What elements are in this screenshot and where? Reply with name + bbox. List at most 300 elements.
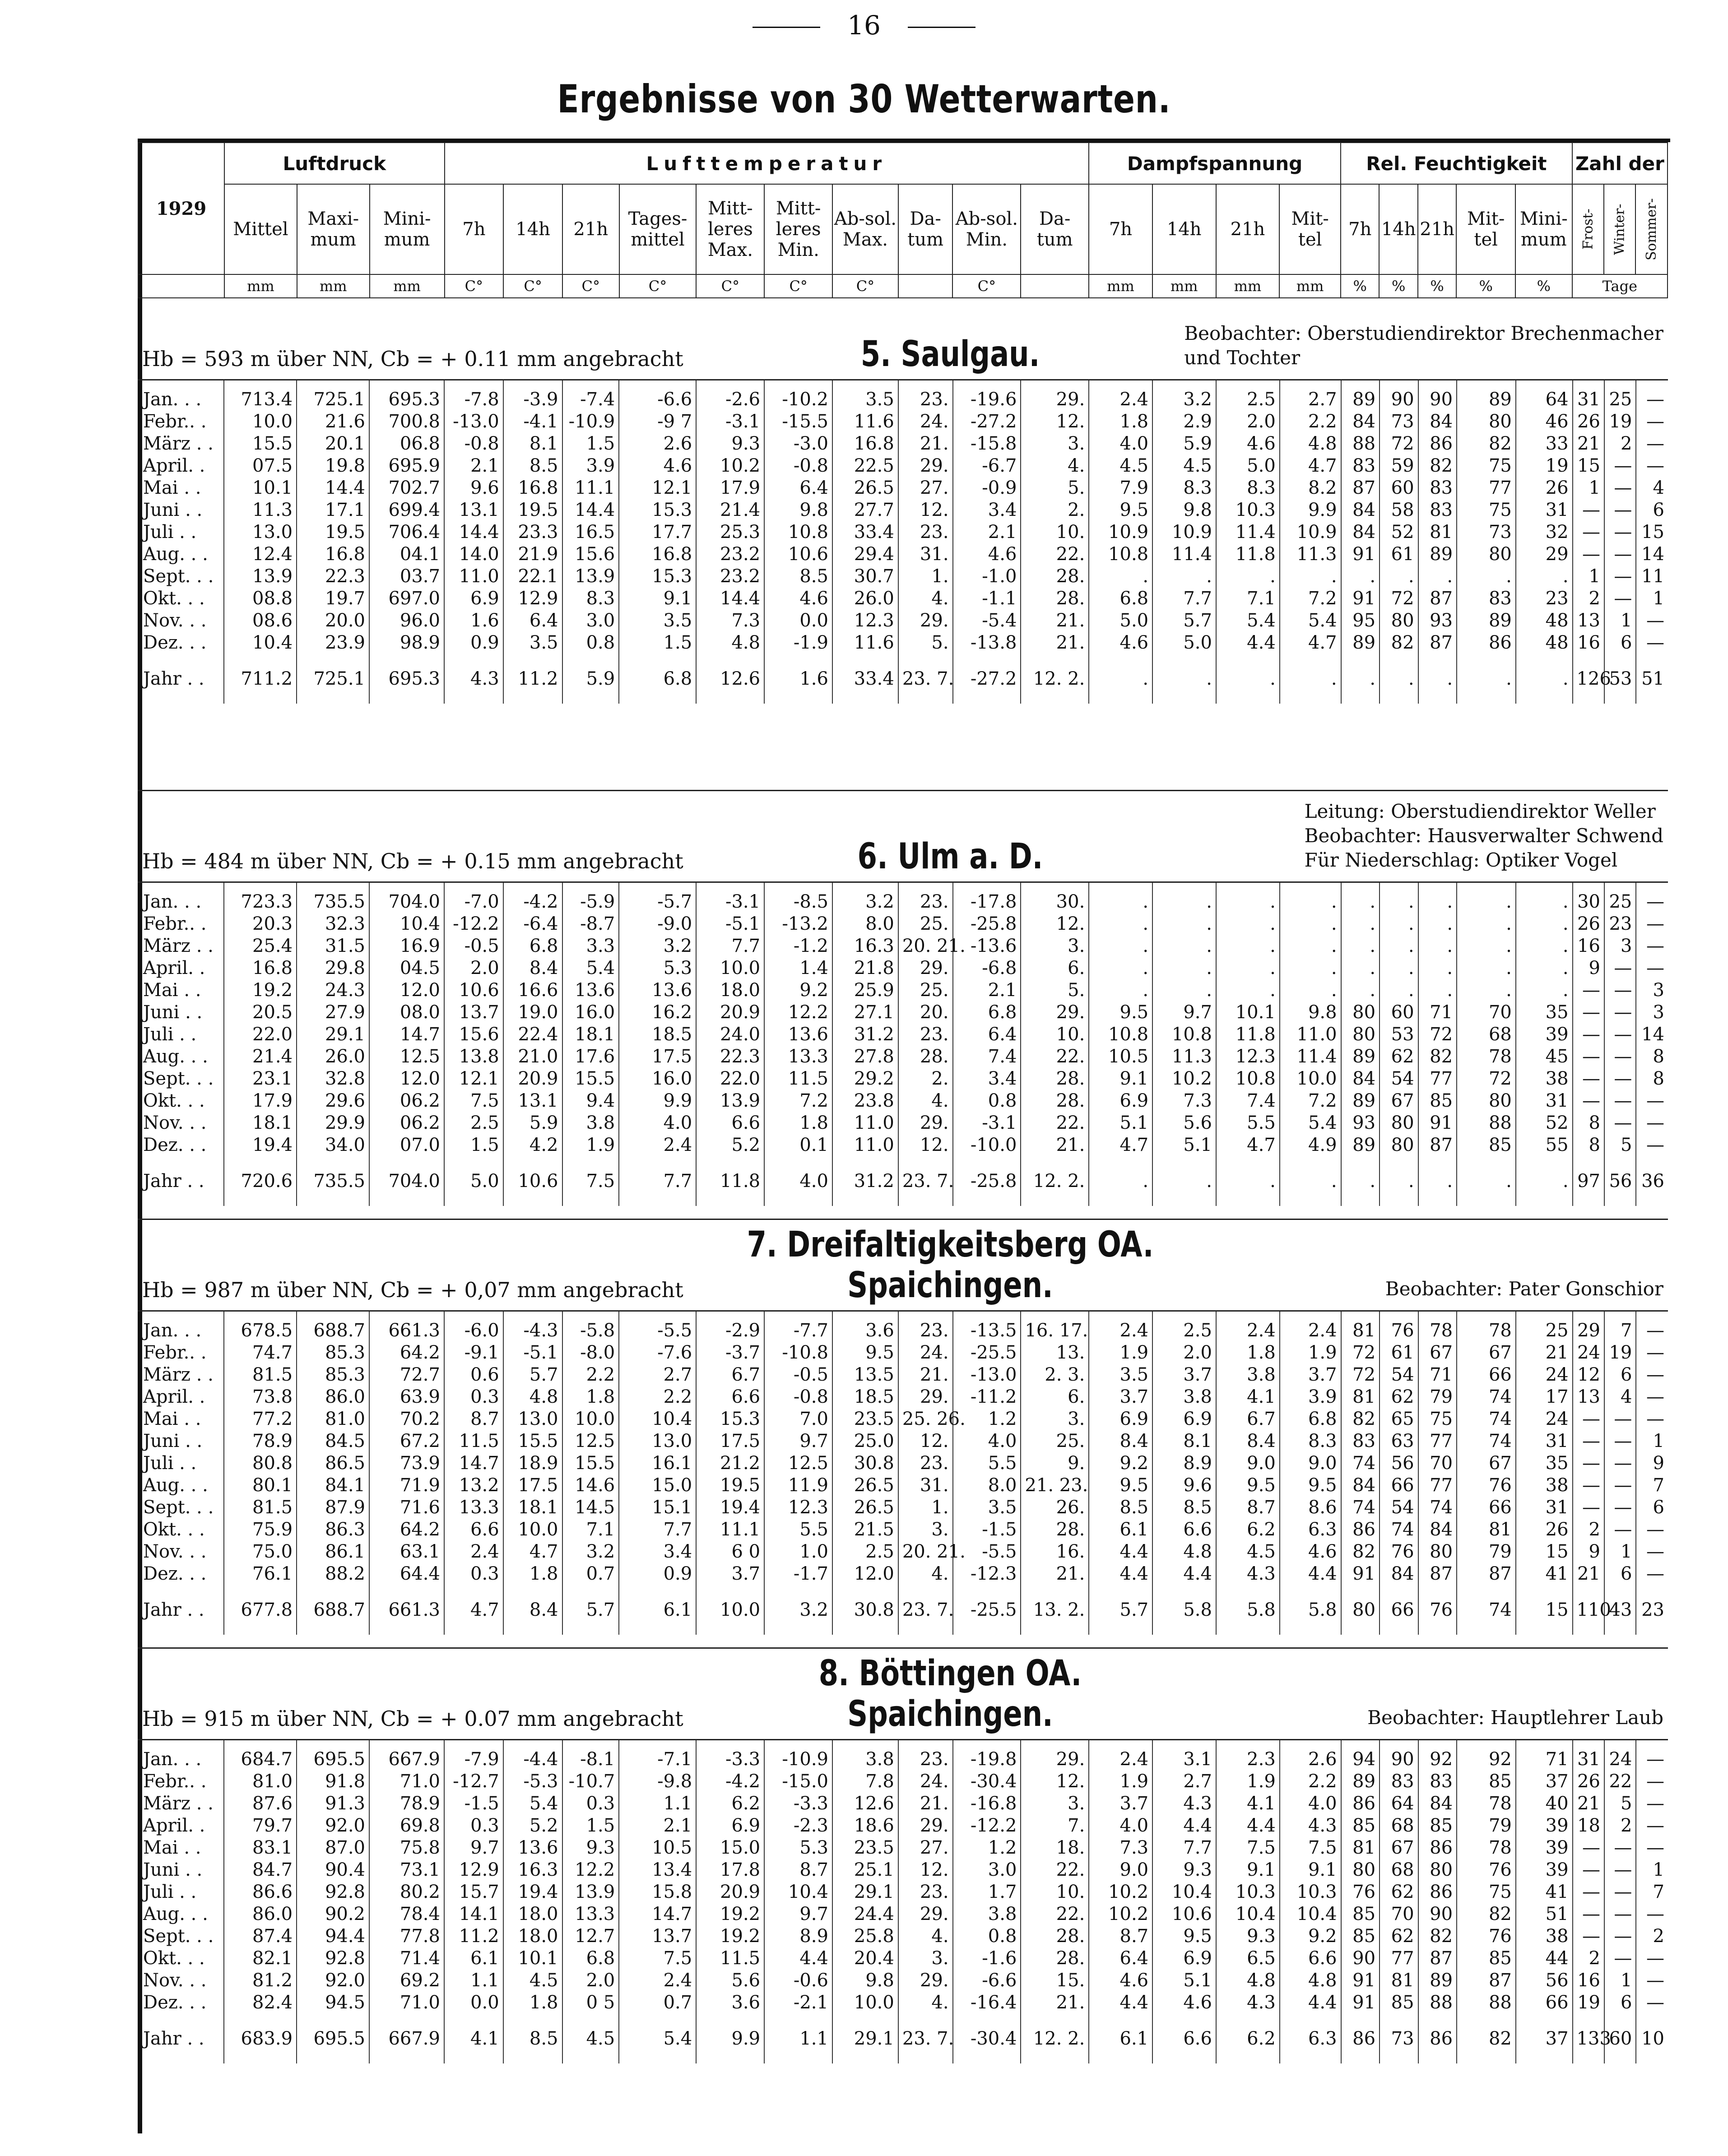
data-cell: 56 xyxy=(1604,1156,1636,1206)
data-cell: 14.4 xyxy=(444,521,503,543)
data-cell: 9.1 xyxy=(1280,1859,1341,1881)
data-cell: 10.2 xyxy=(1089,1881,1152,1903)
data-cell: -13.5 xyxy=(953,1311,1021,1342)
data-cell: 5.8 xyxy=(1216,1585,1280,1635)
data-cell: 15.5 xyxy=(224,433,297,455)
data-cell: 84.5 xyxy=(297,1430,369,1452)
data-cell: 704.0 xyxy=(369,882,444,913)
month-row xyxy=(138,588,1668,610)
data-cell: 17.5 xyxy=(619,1046,696,1068)
data-cell: 82 xyxy=(1380,632,1418,654)
data-cell: 81 xyxy=(1341,1311,1380,1342)
data-cell: 98.9 xyxy=(369,632,444,654)
data-cell: 5.3 xyxy=(619,957,696,979)
data-cell: 22. xyxy=(1021,543,1089,566)
data-cell: 74 xyxy=(1380,1519,1418,1541)
data-cell: 25. 26. xyxy=(898,1408,953,1430)
data-cell: 85.3 xyxy=(297,1364,369,1386)
data-cell: 3 xyxy=(1636,979,1668,1001)
data-cell: 2.1 xyxy=(619,1815,696,1837)
data-cell: 19.5 xyxy=(503,499,562,521)
data-cell: 4. xyxy=(898,1925,953,1947)
month-label: Mai . . xyxy=(143,478,201,498)
data-cell: 6.9 xyxy=(444,588,503,610)
data-cell: 29. xyxy=(1021,380,1089,411)
data-cell: — xyxy=(1636,1815,1668,1837)
data-cell: 87 xyxy=(1457,1563,1516,1585)
data-cell: 06.2 xyxy=(369,1112,444,1134)
station-title: 8. Böttingen OA. Spaichingen. xyxy=(818,1653,1082,1734)
data-cell: 11.3 xyxy=(224,499,297,521)
data-cell: 4.8 xyxy=(1280,1970,1341,1992)
data-cell: 8.1 xyxy=(503,433,562,455)
data-cell: — xyxy=(1604,1090,1636,1112)
data-cell: 697.0 xyxy=(369,588,444,610)
data-cell: -3.7 xyxy=(696,1342,764,1364)
data-cell: 1 xyxy=(1636,588,1668,610)
data-cell: 7.5 xyxy=(562,1156,619,1206)
data-cell: 5.5 xyxy=(1216,1112,1280,1134)
data-cell: 9.6 xyxy=(444,477,503,499)
month-row xyxy=(138,1364,1668,1386)
data-cell: 73.8 xyxy=(224,1386,297,1408)
data-cell: 13.2 xyxy=(444,1474,503,1497)
data-cell: 71.0 xyxy=(369,1992,444,2014)
data-cell: 10.5 xyxy=(619,1837,696,1859)
data-cell: 3.2 xyxy=(1152,380,1216,411)
data-cell: — xyxy=(1604,588,1636,610)
data-cell: 3. xyxy=(1021,1408,1089,1430)
data-cell: 31.5 xyxy=(297,935,369,957)
data-cell: -3.0 xyxy=(764,433,832,455)
data-cell: 2.2 xyxy=(619,1386,696,1408)
station-data-table xyxy=(138,1310,1668,1635)
data-cell: 85 xyxy=(1457,1134,1516,1156)
data-cell: 19.5 xyxy=(297,521,369,543)
data-cell: 18.1 xyxy=(503,1497,562,1519)
data-cell: 4.8 xyxy=(1280,433,1341,455)
data-cell: 6.6 xyxy=(696,1112,764,1134)
data-cell: 29.1 xyxy=(832,2014,898,2063)
data-cell: 51 xyxy=(1636,654,1668,704)
data-cell: 5 xyxy=(1604,1793,1636,1815)
data-cell: 4.1 xyxy=(444,2014,503,2063)
data-cell: 81.5 xyxy=(224,1497,297,1519)
data-cell: — xyxy=(1636,913,1668,935)
data-cell: . xyxy=(1380,957,1418,979)
data-cell: 3.5 xyxy=(503,632,562,654)
data-cell: 21.4 xyxy=(696,499,764,521)
data-cell: 8.4 xyxy=(1089,1430,1152,1452)
data-cell: 10.8 xyxy=(1216,1068,1280,1090)
data-cell: — xyxy=(1636,1408,1668,1430)
data-cell: 9.9 xyxy=(619,1090,696,1112)
data-cell: 89 xyxy=(1457,610,1516,632)
data-cell: 4.4 xyxy=(1152,1563,1216,1585)
data-cell: 9.5 xyxy=(832,1342,898,1364)
data-cell: -13.0 xyxy=(953,1364,1021,1386)
data-cell: 39 xyxy=(1516,1859,1573,1881)
data-cell: 19 xyxy=(1604,1342,1636,1364)
data-cell: 17.7 xyxy=(619,521,696,543)
data-cell: -10.8 xyxy=(764,1342,832,1364)
data-cell: 33 xyxy=(1516,433,1573,455)
unit-cell: C° xyxy=(952,274,1021,298)
data-cell: 12. 2. xyxy=(1021,654,1089,704)
data-cell: 1.1 xyxy=(444,1970,503,1992)
data-cell: 3.7 xyxy=(696,1563,764,1585)
data-cell: . xyxy=(1516,913,1573,935)
data-cell: . xyxy=(1418,882,1457,913)
month-row xyxy=(138,411,1668,433)
data-cell: 76 xyxy=(1341,1881,1380,1903)
data-cell: 6.7 xyxy=(1216,1408,1280,1430)
data-cell: 2.0 xyxy=(1216,411,1280,433)
data-cell: 16.0 xyxy=(619,1068,696,1090)
data-cell: 58 xyxy=(1380,499,1418,521)
data-cell: 90 xyxy=(1380,1740,1418,1771)
data-cell: 9.9 xyxy=(696,2014,764,2063)
data-cell: . xyxy=(1280,979,1341,1001)
data-cell: 27.8 xyxy=(832,1046,898,1068)
data-cell: -0.5 xyxy=(764,1364,832,1386)
data-cell: 07.0 xyxy=(369,1134,444,1156)
data-cell: 14.6 xyxy=(562,1474,619,1497)
data-cell: 12.0 xyxy=(369,1068,444,1090)
data-cell: 2.9 xyxy=(1152,411,1216,433)
data-cell: 32 xyxy=(1516,521,1573,543)
data-cell: 5.3 xyxy=(764,1837,832,1859)
data-cell: 19.4 xyxy=(224,1134,297,1156)
data-cell: 0.8 xyxy=(562,632,619,654)
data-cell: 46 xyxy=(1516,411,1573,433)
data-cell: 26.0 xyxy=(832,588,898,610)
data-cell: 10.8 xyxy=(1089,543,1152,566)
data-cell: 92.0 xyxy=(297,1970,369,1992)
data-cell: 1.9 xyxy=(1089,1342,1152,1364)
data-cell: 14.7 xyxy=(619,1903,696,1925)
data-cell: 4.6 xyxy=(1216,433,1280,455)
data-cell: 22. xyxy=(1021,1046,1089,1068)
data-cell: 2 xyxy=(1636,1925,1668,1947)
data-cell: 82 xyxy=(1341,1541,1380,1563)
data-cell: 82.4 xyxy=(224,1992,297,2014)
data-cell: 10. xyxy=(1021,1881,1089,1903)
column-header-cell: Da-tum xyxy=(1021,184,1089,274)
month-label: Juli . . xyxy=(143,1024,197,1045)
data-cell: 17.6 xyxy=(562,1046,619,1068)
data-cell: — xyxy=(1636,1563,1668,1585)
data-cell: 71.9 xyxy=(369,1474,444,1497)
month-row xyxy=(138,499,1668,521)
data-cell: 19.4 xyxy=(503,1881,562,1903)
data-cell: 8.5 xyxy=(503,455,562,477)
data-cell: 23 xyxy=(1636,1585,1668,1635)
data-cell: . xyxy=(1280,566,1341,588)
data-cell: 25. xyxy=(898,913,953,935)
data-cell: . xyxy=(1216,935,1280,957)
data-cell: 2.4 xyxy=(1089,1740,1152,1771)
data-cell: 9.5 xyxy=(1152,1925,1216,1947)
observer-line: und Tochter xyxy=(1184,347,1301,369)
data-cell: . xyxy=(1341,654,1380,704)
data-cell: 11.8 xyxy=(1216,1024,1280,1046)
data-cell: 23 xyxy=(1516,588,1573,610)
data-cell: 25 xyxy=(1604,882,1636,913)
data-cell: . xyxy=(1418,935,1457,957)
data-cell: 16.8 xyxy=(224,957,297,979)
data-cell: 53 xyxy=(1604,654,1636,704)
data-cell: -0.8 xyxy=(444,433,503,455)
data-cell: 14 xyxy=(1636,1024,1668,1046)
data-cell: 72 xyxy=(1418,1024,1457,1046)
data-cell: 4.3 xyxy=(444,654,503,704)
data-cell: 72 xyxy=(1457,1068,1516,1090)
month-row xyxy=(138,1311,1668,1342)
data-cell: 4.3 xyxy=(1216,1992,1280,2014)
data-cell: 12.3 xyxy=(832,610,898,632)
data-cell: 23. 7. xyxy=(898,1585,953,1635)
data-cell: -5.5 xyxy=(619,1311,696,1342)
data-cell: 31 xyxy=(1573,1740,1604,1771)
data-cell: 9 xyxy=(1573,1541,1604,1563)
month-label: Okt. . . xyxy=(143,588,205,609)
data-cell: 3. xyxy=(1021,433,1089,455)
station-header xyxy=(138,1219,1668,1310)
data-cell: 37 xyxy=(1516,2014,1573,2063)
month-row xyxy=(138,1970,1668,1992)
data-cell: 8.7 xyxy=(764,1859,832,1881)
data-cell: 2.5 xyxy=(1216,380,1280,411)
data-cell: 26.5 xyxy=(832,1474,898,1497)
data-cell: 78.9 xyxy=(369,1793,444,1815)
data-cell: 10.0 xyxy=(562,1408,619,1430)
data-cell: 91.8 xyxy=(297,1771,369,1793)
data-cell: 67 xyxy=(1457,1342,1516,1364)
data-cell: 06.2 xyxy=(369,1090,444,1112)
data-cell: 60 xyxy=(1380,1001,1418,1024)
data-cell: 2.4 xyxy=(1280,1311,1341,1342)
month-label: Juni . . xyxy=(143,1859,203,1880)
data-cell: -9.1 xyxy=(444,1342,503,1364)
column-header-cell: Mitt-leres Min. xyxy=(764,184,832,274)
month-row xyxy=(138,1134,1668,1156)
data-cell: 10.3 xyxy=(1216,499,1280,521)
data-cell: — xyxy=(1573,979,1604,1001)
column-header-cell: Mini-mum xyxy=(370,184,445,274)
column-header-cell: 21h xyxy=(1418,184,1456,274)
month-row xyxy=(138,455,1668,477)
data-cell: 2.2 xyxy=(1280,1771,1341,1793)
data-cell: 85 xyxy=(1457,1771,1516,1793)
data-cell: -3.9 xyxy=(503,380,562,411)
data-cell: 21. xyxy=(1021,632,1089,654)
data-cell: 1 xyxy=(1636,1430,1668,1452)
data-cell: 30. xyxy=(1021,882,1089,913)
data-cell: 695.3 xyxy=(369,380,444,411)
data-cell: 14.4 xyxy=(297,477,369,499)
data-cell: -8.0 xyxy=(562,1342,619,1364)
data-cell: 21.6 xyxy=(297,411,369,433)
data-cell: 4. xyxy=(898,1090,953,1112)
data-cell: 19 xyxy=(1573,1992,1604,2014)
data-cell: 1.5 xyxy=(562,1815,619,1837)
data-cell: 4.0 xyxy=(1089,1815,1152,1837)
data-cell: 1.5 xyxy=(619,632,696,654)
month-label: Febr.. . xyxy=(143,1771,207,1792)
data-cell: . xyxy=(1380,913,1418,935)
data-cell: . xyxy=(1216,654,1280,704)
data-cell: 10.9 xyxy=(1152,521,1216,543)
data-cell: 10.9 xyxy=(1089,521,1152,543)
data-cell: 41 xyxy=(1516,1881,1573,1903)
data-cell: 5.1 xyxy=(1089,1112,1152,1134)
data-cell: 51 xyxy=(1516,1903,1573,1925)
data-cell: 8.3 xyxy=(1152,477,1216,499)
data-cell: -15.5 xyxy=(764,411,832,433)
data-cell: 20.3 xyxy=(224,913,297,935)
data-cell: 7.2 xyxy=(1280,588,1341,610)
data-cell: 12.2 xyxy=(562,1859,619,1881)
data-cell: 23. 7. xyxy=(898,654,953,704)
data-cell: 66 xyxy=(1516,1992,1573,2014)
data-cell: — xyxy=(1573,1068,1604,1090)
unit-cell: C° xyxy=(445,274,504,298)
data-cell: 0.0 xyxy=(444,1992,503,2014)
month-row xyxy=(138,543,1668,566)
data-cell: 126 xyxy=(1573,654,1604,704)
data-cell: 80.2 xyxy=(369,1881,444,1903)
data-cell: 88 xyxy=(1418,1992,1457,2014)
data-cell: 6.2 xyxy=(1216,2014,1280,2063)
data-cell: 28. xyxy=(1021,1068,1089,1090)
data-cell: 86 xyxy=(1457,632,1516,654)
month-label: Okt. . . xyxy=(143,1948,205,1969)
data-cell: 66 xyxy=(1457,1364,1516,1386)
data-cell: 3. xyxy=(1021,1793,1089,1815)
data-cell: 29. xyxy=(898,455,953,477)
data-cell: 87.9 xyxy=(297,1497,369,1519)
data-cell: 20.5 xyxy=(224,1001,297,1024)
data-cell: 16.8 xyxy=(297,543,369,566)
data-cell: 9.7 xyxy=(444,1837,503,1859)
data-cell: 82 xyxy=(1418,1925,1457,1947)
data-cell: -15.8 xyxy=(953,433,1021,455)
data-cell: 4.0 xyxy=(1089,433,1152,455)
data-cell: 33.4 xyxy=(832,521,898,543)
column-header-cell: Ab-sol. Max. xyxy=(832,184,898,274)
month-label: Jahr . . xyxy=(143,1171,204,1192)
month-label: Mai . . xyxy=(143,1409,201,1429)
data-cell: 74.7 xyxy=(224,1342,297,1364)
data-cell: 7.5 xyxy=(444,1090,503,1112)
data-cell: 28. xyxy=(1021,1090,1089,1112)
data-cell: 71 xyxy=(1516,1740,1573,1771)
data-cell: 24 xyxy=(1516,1408,1573,1430)
month-label: Juni . . xyxy=(143,500,203,520)
data-cell: -5.9 xyxy=(562,882,619,913)
data-cell: 32.8 xyxy=(297,1068,369,1090)
unit-cell: C° xyxy=(696,274,764,298)
data-cell: 1.6 xyxy=(444,610,503,632)
data-cell: 6.1 xyxy=(1089,2014,1152,2063)
data-cell: . xyxy=(1341,935,1380,957)
data-cell: 89 xyxy=(1418,1970,1457,1992)
unit-cell: mm xyxy=(1089,274,1152,298)
month-label: Nov. . . xyxy=(143,1541,207,1562)
data-cell: 24.4 xyxy=(832,1903,898,1925)
data-cell: 10.5 xyxy=(1089,1046,1152,1068)
data-cell: 11.0 xyxy=(1280,1024,1341,1046)
month-row xyxy=(138,632,1668,654)
observer-note xyxy=(1305,799,1663,872)
data-cell: 85.3 xyxy=(297,1342,369,1364)
data-cell: 704.0 xyxy=(369,1156,444,1206)
data-cell: 11.0 xyxy=(832,1134,898,1156)
month-label: April. . xyxy=(143,958,205,978)
data-cell: — xyxy=(1636,1090,1668,1112)
data-cell: 1 xyxy=(1604,610,1636,632)
data-cell: 26 xyxy=(1516,477,1573,499)
data-cell: 95 xyxy=(1341,610,1380,632)
data-cell: -7.9 xyxy=(444,1740,503,1771)
data-cell: 13.5 xyxy=(832,1364,898,1386)
data-cell: 25.3 xyxy=(696,521,764,543)
month-label: Juli . . xyxy=(143,1882,197,1902)
data-cell: — xyxy=(1573,1001,1604,1024)
data-cell: 5.9 xyxy=(562,654,619,704)
station-title: 6. Ulm a. D. xyxy=(857,836,1043,877)
column-header-cell: Mittel xyxy=(224,184,297,274)
column-header-cell: Mitt-leres Max. xyxy=(696,184,764,274)
month-label: März . . xyxy=(143,1793,214,1814)
data-cell: 11.4 xyxy=(1216,521,1280,543)
data-cell: 9.2 xyxy=(1089,1452,1152,1474)
data-cell: 7.5 xyxy=(1216,1837,1280,1859)
data-cell: 10.4 xyxy=(224,632,297,654)
data-cell: 72 xyxy=(1341,1342,1380,1364)
data-cell: 5.4 xyxy=(1216,610,1280,632)
data-cell: 83 xyxy=(1418,1771,1457,1793)
data-cell: 5.4 xyxy=(619,2014,696,2063)
data-cell: — xyxy=(1636,1793,1668,1815)
data-cell: 16.6 xyxy=(503,979,562,1001)
data-cell: 2.2 xyxy=(1280,411,1341,433)
month-row xyxy=(138,1452,1668,1474)
data-cell: 2.4 xyxy=(619,1134,696,1156)
month-label: Febr.. . xyxy=(143,411,207,432)
data-cell: 13.1 xyxy=(444,499,503,521)
data-cell: 1 xyxy=(1573,566,1604,588)
data-cell: 8.2 xyxy=(1280,477,1341,499)
data-cell: -7.0 xyxy=(444,882,503,913)
data-cell: 81.0 xyxy=(297,1408,369,1430)
data-cell: 8.1 xyxy=(1152,1430,1216,1452)
column-header-cell: 7h xyxy=(445,184,504,274)
data-cell: 4.4 xyxy=(1089,1563,1152,1585)
data-cell: — xyxy=(1604,1430,1636,1452)
station-altitude-note: Hb = 593 m über NN, Cb = + 0.11 mm angebracht xyxy=(142,347,683,371)
unit-cell: % xyxy=(1379,274,1417,298)
data-cell: 07.5 xyxy=(224,455,297,477)
data-cell: 1.9 xyxy=(562,1134,619,1156)
data-cell: 8 xyxy=(1573,1112,1604,1134)
data-cell: 24.0 xyxy=(696,1024,764,1046)
data-cell: 11.0 xyxy=(444,566,503,588)
data-cell: — xyxy=(1636,1771,1668,1793)
station-header xyxy=(138,289,1668,379)
data-cell: . xyxy=(1280,654,1341,704)
